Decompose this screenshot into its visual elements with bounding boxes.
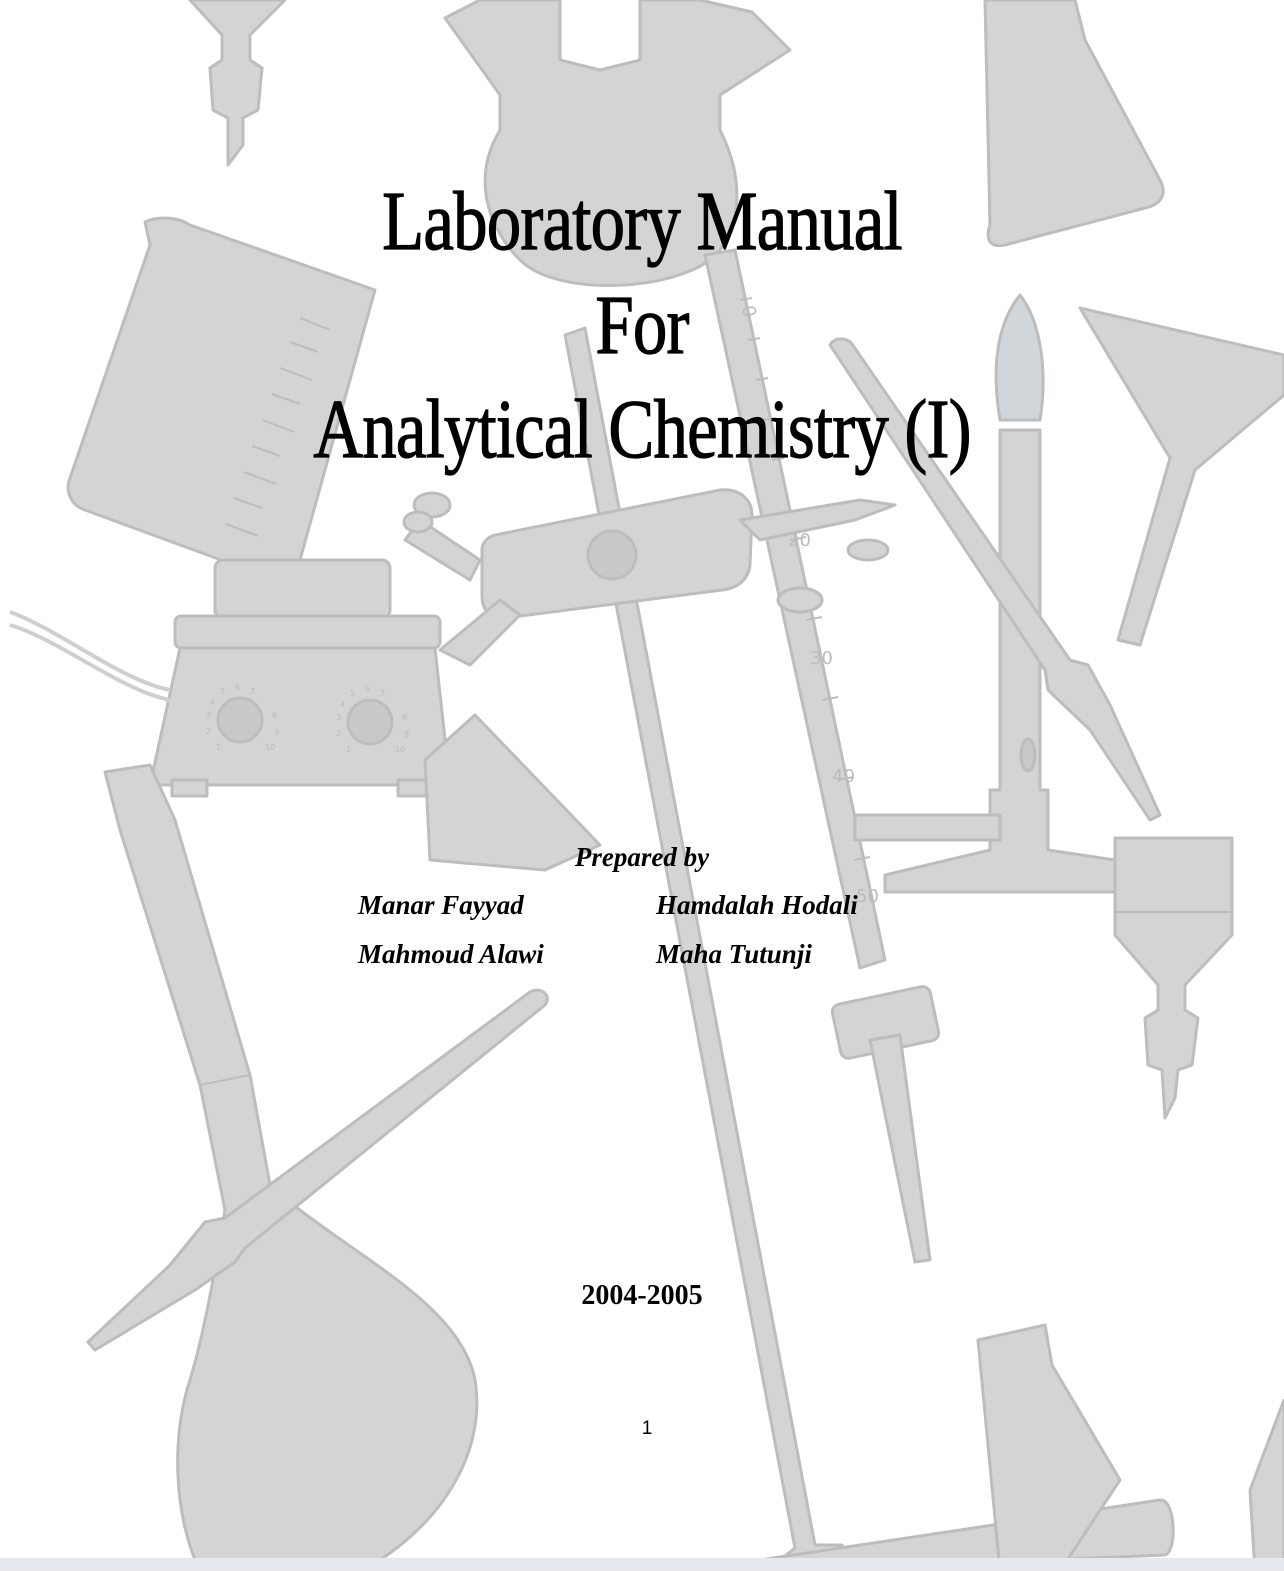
svg-text:6: 6 [235,683,241,692]
svg-text:6: 6 [365,685,371,694]
svg-text:8: 8 [402,713,408,722]
svg-text:2: 2 [336,729,342,738]
prepared-by-label: Prepared by [574,842,710,872]
author-name: Manar Fayyad [358,890,524,920]
author-name: Hamdalah Hodali [656,890,858,920]
svg-text:10: 10 [265,743,276,752]
svg-text:1: 1 [346,745,352,754]
svg-text:9: 9 [404,730,410,739]
svg-text:1: 1 [216,743,222,752]
separatory-funnel-icon [1115,838,1232,1118]
svg-text:5: 5 [350,689,356,698]
svg-text:2: 2 [206,727,212,736]
title-line-1: Laboratory Manual [382,175,902,268]
document-title [0,170,1284,482]
svg-text:8: 8 [272,711,278,720]
author-name: Maha Tutunji [656,939,812,969]
svg-text:9: 9 [274,728,280,737]
page-number: 1 [641,1418,653,1439]
author-name: Mahmoud Alawi [358,939,544,969]
title-line-3: Analytical Chemistry (I) [313,383,971,476]
clamp-icon [404,490,895,665]
svg-text:7: 7 [380,689,386,698]
burette-scale-label: 30 [810,648,833,669]
academic-year: 2004-2005 [581,1280,703,1311]
burette-scale-label: 40 [832,766,855,787]
svg-text:4: 4 [210,698,216,707]
svg-text:7: 7 [250,687,256,696]
svg-text:5: 5 [220,687,226,696]
title-line-2: For [595,279,689,372]
burette-scale-label: 20 [788,530,811,551]
svg-text:3: 3 [336,713,342,722]
svg-text:3: 3 [206,711,212,720]
separatory-funnel-icon [190,0,285,165]
svg-text:10: 10 [395,745,406,754]
viewer-bottom-edge [0,1558,1284,1571]
svg-text:4: 4 [340,700,346,709]
burette-scale-label: 50 [856,886,879,907]
burette-scale-label: 0 [737,303,761,320]
hot-plate-stirrer-icon [10,560,450,796]
